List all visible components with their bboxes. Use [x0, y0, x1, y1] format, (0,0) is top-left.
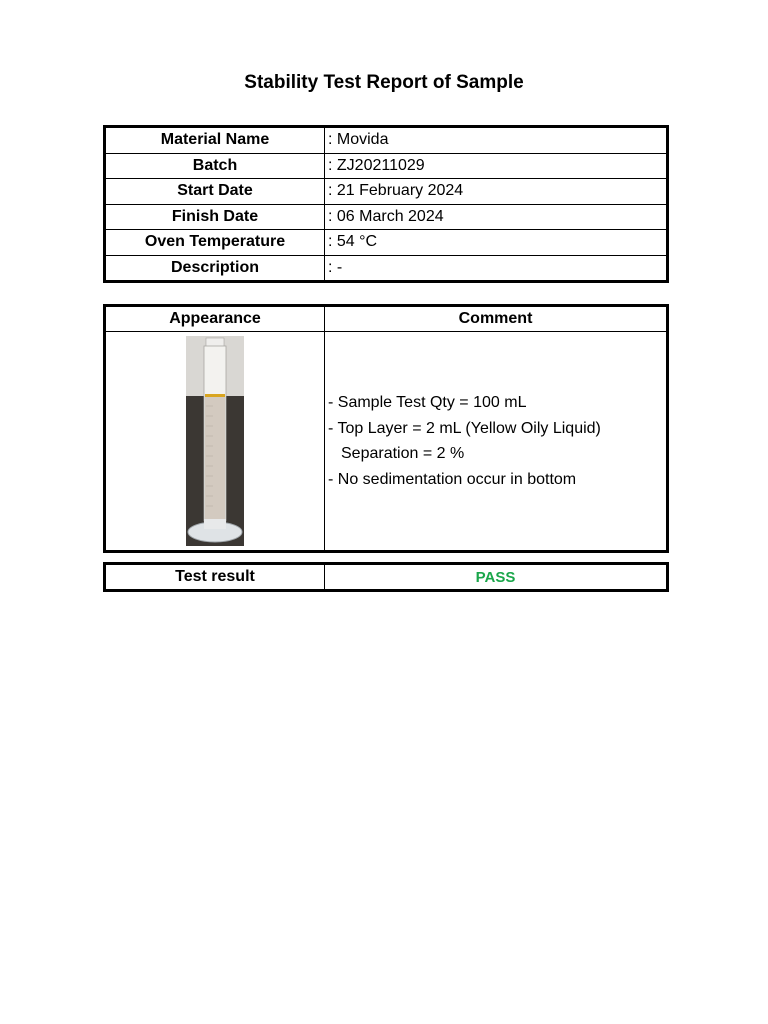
- sample-photo-cell: [105, 332, 325, 552]
- info-row: [105, 255, 668, 282]
- test-result-label: Test result: [105, 564, 325, 591]
- info-row: [105, 204, 668, 230]
- comment-header: Comment: [325, 306, 668, 332]
- appearance-header: Appearance: [105, 306, 325, 332]
- sample-info-table: [103, 125, 669, 283]
- appearance-body-row: [105, 332, 668, 552]
- info-label: Description: [105, 255, 325, 282]
- comment-line: Separation = 2 %: [341, 445, 465, 462]
- info-label: Batch: [105, 153, 325, 179]
- comment-line: - No sedimentation occur in bottom: [328, 470, 577, 488]
- info-label: Oven Temperature: [105, 230, 325, 256]
- info-value: : 21 February 2024: [325, 179, 668, 205]
- info-row: [105, 230, 668, 256]
- info-value: : 54 °C: [325, 230, 668, 256]
- appearance-table: [103, 304, 669, 553]
- info-label: Start Date: [105, 179, 325, 205]
- info-row: [105, 179, 668, 205]
- graduated-cylinder-photo: [186, 336, 244, 546]
- info-value: : ZJ20211029: [325, 153, 668, 179]
- test-result-row: [105, 564, 668, 591]
- comment-line: - Top Layer = 2 mL (Yellow Oily Liquid): [328, 419, 601, 437]
- comment-line: - Sample Test Qty = 100 mL: [328, 394, 527, 411]
- test-result-table: [103, 562, 669, 592]
- appearance-header-row: [105, 306, 668, 332]
- info-value: : -: [325, 255, 668, 282]
- info-row: [105, 127, 668, 154]
- info-row: [105, 153, 668, 179]
- info-label: Finish Date: [105, 204, 325, 230]
- info-label: Material Name: [105, 127, 325, 154]
- comment-cell: [325, 332, 668, 552]
- report-title: Stability Test Report of Sample: [244, 72, 524, 93]
- info-value: : Movida: [325, 127, 668, 154]
- test-result-value: PASS: [325, 564, 668, 591]
- info-value: : 06 March 2024: [325, 204, 668, 230]
